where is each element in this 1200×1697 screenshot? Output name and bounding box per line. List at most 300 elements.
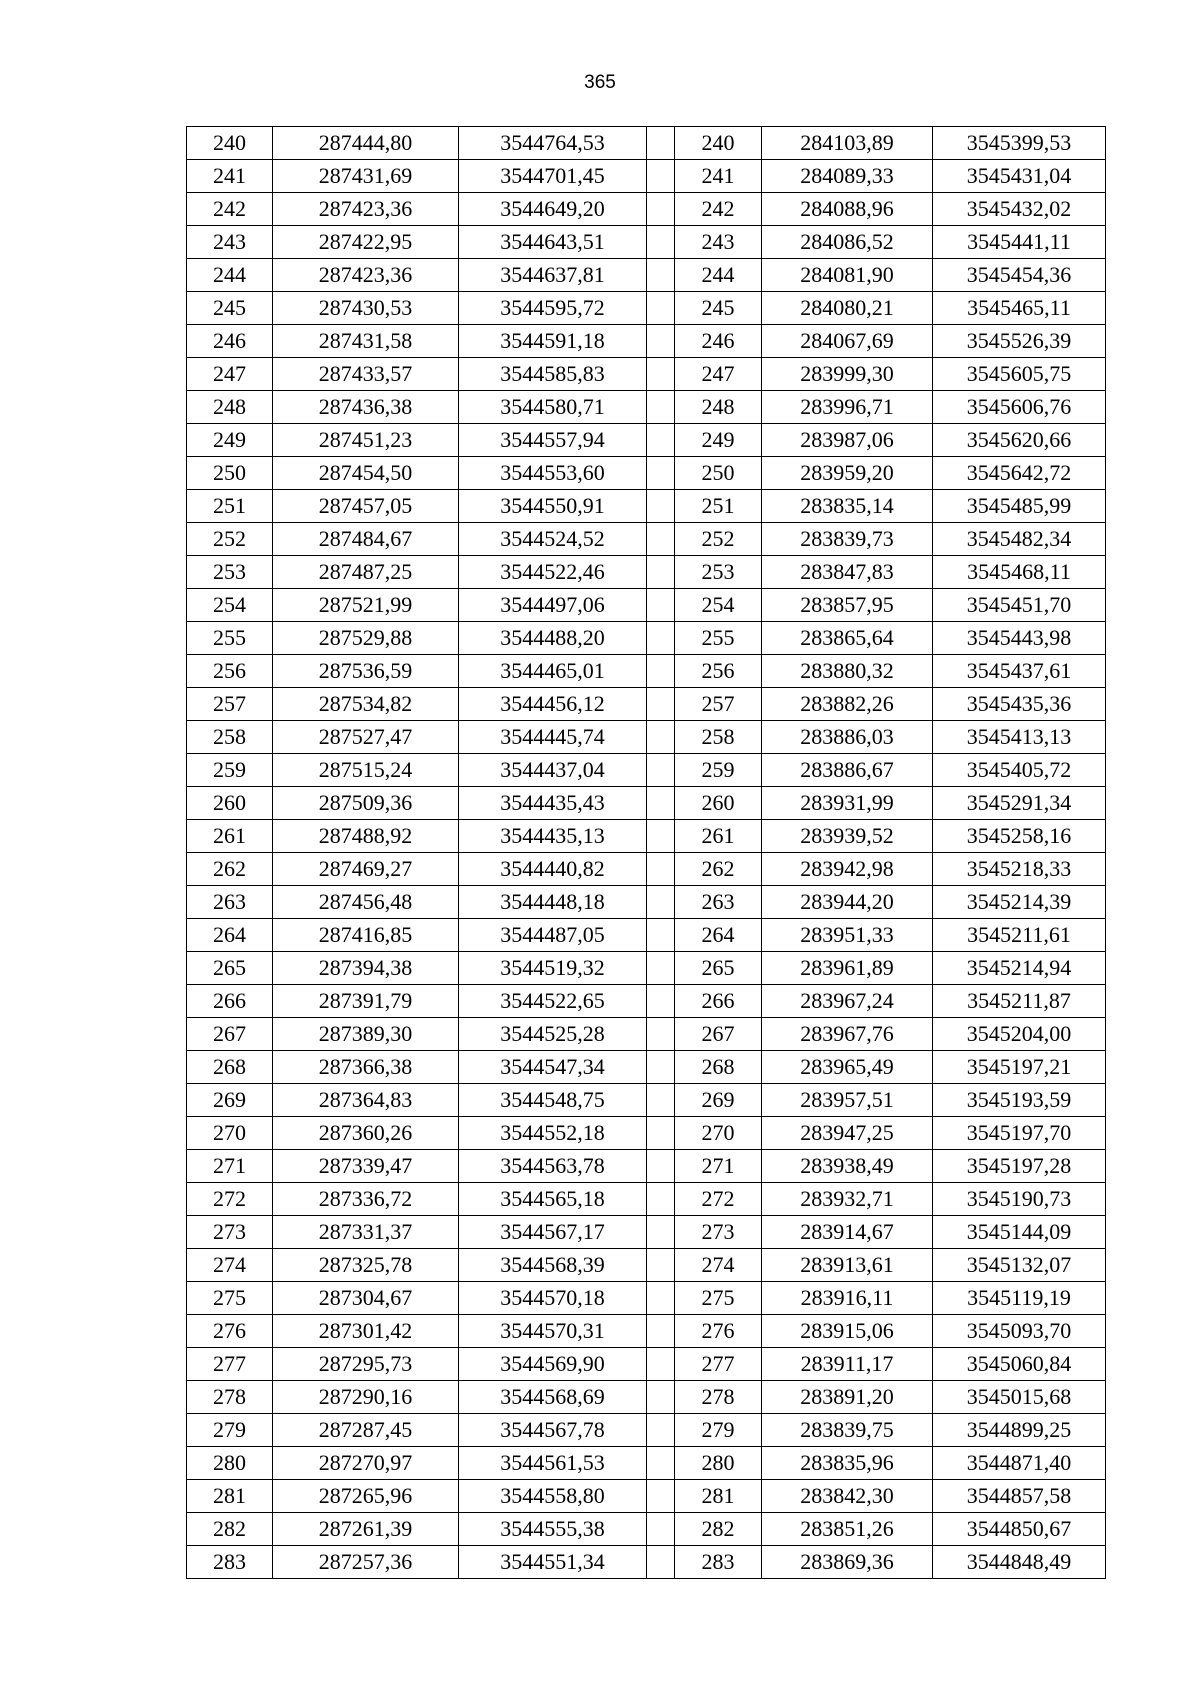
point-number-left: 265 bbox=[187, 952, 273, 985]
y-coordinate-left: 3544637,81 bbox=[459, 259, 647, 292]
table-row bbox=[187, 1282, 1106, 1315]
x-coordinate-right: 283913,61 bbox=[762, 1249, 933, 1282]
x-coordinate-right: 284103,89 bbox=[762, 127, 933, 160]
separator-cell bbox=[647, 160, 675, 193]
y-coordinate-right: 3545214,94 bbox=[933, 952, 1106, 985]
y-coordinate-right: 3545211,87 bbox=[933, 985, 1106, 1018]
x-coordinate-right: 283839,75 bbox=[762, 1414, 933, 1447]
y-coordinate-left: 3544488,20 bbox=[459, 622, 647, 655]
separator-cell bbox=[647, 292, 675, 325]
x-coordinate-right: 283967,24 bbox=[762, 985, 933, 1018]
point-number-left: 254 bbox=[187, 589, 273, 622]
point-number-right: 254 bbox=[675, 589, 762, 622]
x-coordinate-left: 287457,05 bbox=[273, 490, 459, 523]
table-row bbox=[187, 952, 1106, 985]
point-number-right: 258 bbox=[675, 721, 762, 754]
table-row bbox=[187, 721, 1106, 754]
x-coordinate-right: 283959,20 bbox=[762, 457, 933, 490]
point-number-left: 244 bbox=[187, 259, 273, 292]
x-coordinate-left: 287534,82 bbox=[273, 688, 459, 721]
separator-cell bbox=[647, 1051, 675, 1084]
x-coordinate-left: 287394,38 bbox=[273, 952, 459, 985]
y-coordinate-right: 3545642,72 bbox=[933, 457, 1106, 490]
table-row bbox=[187, 1249, 1106, 1282]
separator-cell bbox=[647, 1546, 675, 1579]
separator-cell bbox=[647, 853, 675, 886]
x-coordinate-right: 283842,30 bbox=[762, 1480, 933, 1513]
point-number-right: 270 bbox=[675, 1117, 762, 1150]
x-coordinate-left: 287360,26 bbox=[273, 1117, 459, 1150]
x-coordinate-right: 283835,96 bbox=[762, 1447, 933, 1480]
x-coordinate-left: 287469,27 bbox=[273, 853, 459, 886]
table-row bbox=[187, 1480, 1106, 1513]
y-coordinate-left: 3544548,75 bbox=[459, 1084, 647, 1117]
point-number-left: 261 bbox=[187, 820, 273, 853]
y-coordinate-left: 3544568,39 bbox=[459, 1249, 647, 1282]
y-coordinate-left: 3544764,53 bbox=[459, 127, 647, 160]
x-coordinate-right: 283947,25 bbox=[762, 1117, 933, 1150]
y-coordinate-right: 3545218,33 bbox=[933, 853, 1106, 886]
point-number-left: 262 bbox=[187, 853, 273, 886]
table-row bbox=[187, 1546, 1106, 1579]
x-coordinate-right: 283942,98 bbox=[762, 853, 933, 886]
y-coordinate-left: 3544595,72 bbox=[459, 292, 647, 325]
y-coordinate-right: 3545214,39 bbox=[933, 886, 1106, 919]
point-number-right: 279 bbox=[675, 1414, 762, 1447]
y-coordinate-right: 3545193,59 bbox=[933, 1084, 1106, 1117]
point-number-left: 267 bbox=[187, 1018, 273, 1051]
y-coordinate-left: 3544649,20 bbox=[459, 193, 647, 226]
y-coordinate-right: 3544857,58 bbox=[933, 1480, 1106, 1513]
table-row bbox=[187, 1051, 1106, 1084]
y-coordinate-left: 3544561,53 bbox=[459, 1447, 647, 1480]
point-number-right: 283 bbox=[675, 1546, 762, 1579]
y-coordinate-left: 3544448,18 bbox=[459, 886, 647, 919]
x-coordinate-right: 284089,33 bbox=[762, 160, 933, 193]
x-coordinate-left: 287456,48 bbox=[273, 886, 459, 919]
y-coordinate-left: 3544567,17 bbox=[459, 1216, 647, 1249]
x-coordinate-left: 287529,88 bbox=[273, 622, 459, 655]
point-number-right: 265 bbox=[675, 952, 762, 985]
separator-cell bbox=[647, 1117, 675, 1150]
point-number-left: 275 bbox=[187, 1282, 273, 1315]
x-coordinate-left: 287509,36 bbox=[273, 787, 459, 820]
point-number-left: 277 bbox=[187, 1348, 273, 1381]
x-coordinate-left: 287444,80 bbox=[273, 127, 459, 160]
x-coordinate-right: 283886,67 bbox=[762, 754, 933, 787]
y-coordinate-right: 3544871,40 bbox=[933, 1447, 1106, 1480]
separator-cell bbox=[647, 1348, 675, 1381]
point-number-left: 241 bbox=[187, 160, 273, 193]
separator-cell bbox=[647, 1249, 675, 1282]
point-number-right: 244 bbox=[675, 259, 762, 292]
point-number-left: 269 bbox=[187, 1084, 273, 1117]
point-number-right: 250 bbox=[675, 457, 762, 490]
x-coordinate-left: 287416,85 bbox=[273, 919, 459, 952]
point-number-right: 275 bbox=[675, 1282, 762, 1315]
y-coordinate-left: 3544465,01 bbox=[459, 655, 647, 688]
y-coordinate-right: 3545190,73 bbox=[933, 1183, 1106, 1216]
table-row bbox=[187, 853, 1106, 886]
point-number-right: 255 bbox=[675, 622, 762, 655]
y-coordinate-left: 3544497,06 bbox=[459, 589, 647, 622]
point-number-right: 256 bbox=[675, 655, 762, 688]
separator-cell bbox=[647, 358, 675, 391]
point-number-right: 261 bbox=[675, 820, 762, 853]
y-coordinate-right: 3545015,68 bbox=[933, 1381, 1106, 1414]
y-coordinate-left: 3544524,52 bbox=[459, 523, 647, 556]
separator-cell bbox=[647, 193, 675, 226]
x-coordinate-left: 287339,47 bbox=[273, 1150, 459, 1183]
y-coordinate-left: 3544643,51 bbox=[459, 226, 647, 259]
point-number-right: 259 bbox=[675, 754, 762, 787]
x-coordinate-right: 283847,83 bbox=[762, 556, 933, 589]
table-row bbox=[187, 1084, 1106, 1117]
point-number-right: 263 bbox=[675, 886, 762, 919]
y-coordinate-left: 3544552,18 bbox=[459, 1117, 647, 1150]
x-coordinate-right: 283891,20 bbox=[762, 1381, 933, 1414]
point-number-left: 263 bbox=[187, 886, 273, 919]
y-coordinate-left: 3544456,12 bbox=[459, 688, 647, 721]
separator-cell bbox=[647, 1480, 675, 1513]
y-coordinate-right: 3545465,11 bbox=[933, 292, 1106, 325]
y-coordinate-right: 3545197,28 bbox=[933, 1150, 1106, 1183]
page-number: 365 bbox=[584, 72, 616, 93]
separator-cell bbox=[647, 1381, 675, 1414]
point-number-left: 282 bbox=[187, 1513, 273, 1546]
y-coordinate-left: 3544591,18 bbox=[459, 325, 647, 358]
table-row bbox=[187, 226, 1106, 259]
table-row bbox=[187, 787, 1106, 820]
x-coordinate-right: 283882,26 bbox=[762, 688, 933, 721]
table-row bbox=[187, 1315, 1106, 1348]
point-number-left: 258 bbox=[187, 721, 273, 754]
x-coordinate-left: 287295,73 bbox=[273, 1348, 459, 1381]
x-coordinate-right: 283987,06 bbox=[762, 424, 933, 457]
y-coordinate-right: 3545443,98 bbox=[933, 622, 1106, 655]
point-number-left: 278 bbox=[187, 1381, 273, 1414]
point-number-left: 249 bbox=[187, 424, 273, 457]
x-coordinate-left: 287433,57 bbox=[273, 358, 459, 391]
x-coordinate-right: 284086,52 bbox=[762, 226, 933, 259]
y-coordinate-left: 3544580,71 bbox=[459, 391, 647, 424]
point-number-left: 266 bbox=[187, 985, 273, 1018]
x-coordinate-left: 287454,50 bbox=[273, 457, 459, 490]
point-number-right: 247 bbox=[675, 358, 762, 391]
y-coordinate-left: 3544440,82 bbox=[459, 853, 647, 886]
separator-cell bbox=[647, 787, 675, 820]
point-number-left: 251 bbox=[187, 490, 273, 523]
point-number-left: 268 bbox=[187, 1051, 273, 1084]
y-coordinate-right: 3545258,16 bbox=[933, 820, 1106, 853]
point-number-left: 256 bbox=[187, 655, 273, 688]
y-coordinate-right: 3545441,11 bbox=[933, 226, 1106, 259]
table-row bbox=[187, 457, 1106, 490]
point-number-right: 243 bbox=[675, 226, 762, 259]
point-number-right: 253 bbox=[675, 556, 762, 589]
y-coordinate-right: 3544850,67 bbox=[933, 1513, 1106, 1546]
point-number-right: 248 bbox=[675, 391, 762, 424]
x-coordinate-left: 287484,67 bbox=[273, 523, 459, 556]
y-coordinate-right: 3545431,04 bbox=[933, 160, 1106, 193]
separator-cell bbox=[647, 985, 675, 1018]
point-number-left: 273 bbox=[187, 1216, 273, 1249]
x-coordinate-right: 284088,96 bbox=[762, 193, 933, 226]
y-coordinate-right: 3545485,99 bbox=[933, 490, 1106, 523]
point-number-right: 268 bbox=[675, 1051, 762, 1084]
x-coordinate-right: 283886,03 bbox=[762, 721, 933, 754]
x-coordinate-right: 283835,14 bbox=[762, 490, 933, 523]
table-row bbox=[187, 160, 1106, 193]
table-row bbox=[187, 1183, 1106, 1216]
point-number-left: 270 bbox=[187, 1117, 273, 1150]
y-coordinate-right: 3545468,11 bbox=[933, 556, 1106, 589]
y-coordinate-left: 3544487,05 bbox=[459, 919, 647, 952]
point-number-right: 280 bbox=[675, 1447, 762, 1480]
x-coordinate-right: 283939,52 bbox=[762, 820, 933, 853]
table-row bbox=[187, 127, 1106, 160]
y-coordinate-right: 3545526,39 bbox=[933, 325, 1106, 358]
point-number-right: 281 bbox=[675, 1480, 762, 1513]
y-coordinate-right: 3545606,76 bbox=[933, 391, 1106, 424]
separator-cell bbox=[647, 226, 675, 259]
y-coordinate-right: 3545620,66 bbox=[933, 424, 1106, 457]
separator-cell bbox=[647, 1150, 675, 1183]
x-coordinate-left: 287389,30 bbox=[273, 1018, 459, 1051]
x-coordinate-left: 287515,24 bbox=[273, 754, 459, 787]
x-coordinate-right: 283916,11 bbox=[762, 1282, 933, 1315]
x-coordinate-left: 287391,79 bbox=[273, 985, 459, 1018]
y-coordinate-left: 3544519,32 bbox=[459, 952, 647, 985]
y-coordinate-right: 3545435,36 bbox=[933, 688, 1106, 721]
point-number-right: 251 bbox=[675, 490, 762, 523]
x-coordinate-left: 287423,36 bbox=[273, 193, 459, 226]
separator-cell bbox=[647, 1447, 675, 1480]
point-number-left: 279 bbox=[187, 1414, 273, 1447]
coordinates-table-body bbox=[187, 127, 1106, 1579]
y-coordinate-left: 3544570,31 bbox=[459, 1315, 647, 1348]
x-coordinate-left: 287488,92 bbox=[273, 820, 459, 853]
x-coordinate-right: 283865,64 bbox=[762, 622, 933, 655]
point-number-left: 281 bbox=[187, 1480, 273, 1513]
y-coordinate-right: 3545437,61 bbox=[933, 655, 1106, 688]
separator-cell bbox=[647, 1414, 675, 1447]
x-coordinate-left: 287536,59 bbox=[273, 655, 459, 688]
x-coordinate-right: 283951,33 bbox=[762, 919, 933, 952]
y-coordinate-right: 3545119,19 bbox=[933, 1282, 1106, 1315]
point-number-left: 240 bbox=[187, 127, 273, 160]
point-number-left: 242 bbox=[187, 193, 273, 226]
y-coordinate-left: 3544557,94 bbox=[459, 424, 647, 457]
table-row bbox=[187, 193, 1106, 226]
table-row bbox=[187, 1414, 1106, 1447]
x-coordinate-right: 283880,32 bbox=[762, 655, 933, 688]
table-row bbox=[187, 1513, 1106, 1546]
y-coordinate-right: 3545291,34 bbox=[933, 787, 1106, 820]
x-coordinate-left: 287430,53 bbox=[273, 292, 459, 325]
x-coordinate-right: 283911,17 bbox=[762, 1348, 933, 1381]
table-row bbox=[187, 919, 1106, 952]
x-coordinate-left: 287436,38 bbox=[273, 391, 459, 424]
point-number-left: 280 bbox=[187, 1447, 273, 1480]
separator-cell bbox=[647, 919, 675, 952]
x-coordinate-left: 287261,39 bbox=[273, 1513, 459, 1546]
y-coordinate-left: 3544550,91 bbox=[459, 490, 647, 523]
point-number-right: 273 bbox=[675, 1216, 762, 1249]
table-row bbox=[187, 1018, 1106, 1051]
y-coordinate-left: 3544551,34 bbox=[459, 1546, 647, 1579]
y-coordinate-left: 3544547,34 bbox=[459, 1051, 647, 1084]
point-number-left: 264 bbox=[187, 919, 273, 952]
table-row bbox=[187, 655, 1106, 688]
x-coordinate-right: 283957,51 bbox=[762, 1084, 933, 1117]
x-coordinate-left: 287521,99 bbox=[273, 589, 459, 622]
separator-cell bbox=[647, 1315, 675, 1348]
point-number-right: 257 bbox=[675, 688, 762, 721]
x-coordinate-left: 287431,58 bbox=[273, 325, 459, 358]
x-coordinate-right: 284067,69 bbox=[762, 325, 933, 358]
x-coordinate-left: 287527,47 bbox=[273, 721, 459, 754]
separator-cell bbox=[647, 127, 675, 160]
separator-cell bbox=[647, 424, 675, 457]
x-coordinate-right: 283931,99 bbox=[762, 787, 933, 820]
point-number-left: 247 bbox=[187, 358, 273, 391]
separator-cell bbox=[647, 457, 675, 490]
table-row bbox=[187, 292, 1106, 325]
point-number-right: 266 bbox=[675, 985, 762, 1018]
table-row bbox=[187, 622, 1106, 655]
point-number-left: 243 bbox=[187, 226, 273, 259]
separator-cell bbox=[647, 325, 675, 358]
y-coordinate-left: 3544567,78 bbox=[459, 1414, 647, 1447]
table-row bbox=[187, 1117, 1106, 1150]
separator-cell bbox=[647, 259, 675, 292]
point-number-right: 262 bbox=[675, 853, 762, 886]
separator-cell bbox=[647, 952, 675, 985]
point-number-left: 252 bbox=[187, 523, 273, 556]
y-coordinate-right: 3545204,00 bbox=[933, 1018, 1106, 1051]
x-coordinate-right: 283839,73 bbox=[762, 523, 933, 556]
point-number-right: 272 bbox=[675, 1183, 762, 1216]
x-coordinate-left: 287364,83 bbox=[273, 1084, 459, 1117]
y-coordinate-right: 3545144,09 bbox=[933, 1216, 1106, 1249]
table-row bbox=[187, 886, 1106, 919]
x-coordinate-left: 287331,37 bbox=[273, 1216, 459, 1249]
point-number-right: 252 bbox=[675, 523, 762, 556]
point-number-left: 274 bbox=[187, 1249, 273, 1282]
separator-cell bbox=[647, 1018, 675, 1051]
x-coordinate-left: 287290,16 bbox=[273, 1381, 459, 1414]
separator-cell bbox=[647, 1216, 675, 1249]
point-number-left: 272 bbox=[187, 1183, 273, 1216]
x-coordinate-left: 287423,36 bbox=[273, 259, 459, 292]
table-row bbox=[187, 985, 1106, 1018]
y-coordinate-right: 3544848,49 bbox=[933, 1546, 1106, 1579]
y-coordinate-right: 3545482,34 bbox=[933, 523, 1106, 556]
y-coordinate-right: 3545060,84 bbox=[933, 1348, 1106, 1381]
point-number-right: 276 bbox=[675, 1315, 762, 1348]
y-coordinate-left: 3544522,46 bbox=[459, 556, 647, 589]
x-coordinate-left: 287257,36 bbox=[273, 1546, 459, 1579]
x-coordinate-left: 287304,67 bbox=[273, 1282, 459, 1315]
table-row bbox=[187, 556, 1106, 589]
point-number-right: 267 bbox=[675, 1018, 762, 1051]
separator-cell bbox=[647, 1084, 675, 1117]
separator-cell bbox=[647, 622, 675, 655]
y-coordinate-left: 3544569,90 bbox=[459, 1348, 647, 1381]
point-number-left: 276 bbox=[187, 1315, 273, 1348]
y-coordinate-left: 3544553,60 bbox=[459, 457, 647, 490]
x-coordinate-left: 287366,38 bbox=[273, 1051, 459, 1084]
point-number-right: 278 bbox=[675, 1381, 762, 1414]
separator-cell bbox=[647, 1282, 675, 1315]
point-number-right: 241 bbox=[675, 160, 762, 193]
x-coordinate-left: 287270,97 bbox=[273, 1447, 459, 1480]
y-coordinate-left: 3544565,18 bbox=[459, 1183, 647, 1216]
x-coordinate-left: 287431,69 bbox=[273, 160, 459, 193]
y-coordinate-right: 3545451,70 bbox=[933, 589, 1106, 622]
table-row bbox=[187, 391, 1106, 424]
y-coordinate-left: 3544568,69 bbox=[459, 1381, 647, 1414]
point-number-right: 249 bbox=[675, 424, 762, 457]
point-number-left: 271 bbox=[187, 1150, 273, 1183]
x-coordinate-right: 283857,95 bbox=[762, 589, 933, 622]
y-coordinate-left: 3544558,80 bbox=[459, 1480, 647, 1513]
x-coordinate-right: 283869,36 bbox=[762, 1546, 933, 1579]
y-coordinate-right: 3545093,70 bbox=[933, 1315, 1106, 1348]
separator-cell bbox=[647, 556, 675, 589]
y-coordinate-left: 3544585,83 bbox=[459, 358, 647, 391]
table-row bbox=[187, 358, 1106, 391]
separator-cell bbox=[647, 1513, 675, 1546]
x-coordinate-right: 283944,20 bbox=[762, 886, 933, 919]
point-number-right: 246 bbox=[675, 325, 762, 358]
table-row bbox=[187, 589, 1106, 622]
y-coordinate-left: 3544570,18 bbox=[459, 1282, 647, 1315]
point-number-right: 240 bbox=[675, 127, 762, 160]
point-number-right: 277 bbox=[675, 1348, 762, 1381]
point-number-right: 260 bbox=[675, 787, 762, 820]
separator-cell bbox=[647, 490, 675, 523]
table-row bbox=[187, 1348, 1106, 1381]
x-coordinate-right: 283915,06 bbox=[762, 1315, 933, 1348]
table-row bbox=[187, 490, 1106, 523]
y-coordinate-right: 3545132,07 bbox=[933, 1249, 1106, 1282]
y-coordinate-right: 3545211,61 bbox=[933, 919, 1106, 952]
table-row bbox=[187, 1447, 1106, 1480]
y-coordinate-left: 3544522,65 bbox=[459, 985, 647, 1018]
point-number-right: 271 bbox=[675, 1150, 762, 1183]
separator-cell bbox=[647, 688, 675, 721]
table-row bbox=[187, 820, 1106, 853]
y-coordinate-left: 3544445,74 bbox=[459, 721, 647, 754]
point-number-left: 255 bbox=[187, 622, 273, 655]
x-coordinate-right: 284081,90 bbox=[762, 259, 933, 292]
table-row bbox=[187, 1381, 1106, 1414]
point-number-right: 282 bbox=[675, 1513, 762, 1546]
y-coordinate-left: 3544701,45 bbox=[459, 160, 647, 193]
y-coordinate-right: 3545399,53 bbox=[933, 127, 1106, 160]
table-row bbox=[187, 424, 1106, 457]
x-coordinate-left: 287301,42 bbox=[273, 1315, 459, 1348]
x-coordinate-left: 287265,96 bbox=[273, 1480, 459, 1513]
point-number-left: 259 bbox=[187, 754, 273, 787]
y-coordinate-right: 3545197,70 bbox=[933, 1117, 1106, 1150]
table-row bbox=[187, 1216, 1106, 1249]
separator-cell bbox=[647, 886, 675, 919]
x-coordinate-right: 283961,89 bbox=[762, 952, 933, 985]
x-coordinate-left: 287422,95 bbox=[273, 226, 459, 259]
